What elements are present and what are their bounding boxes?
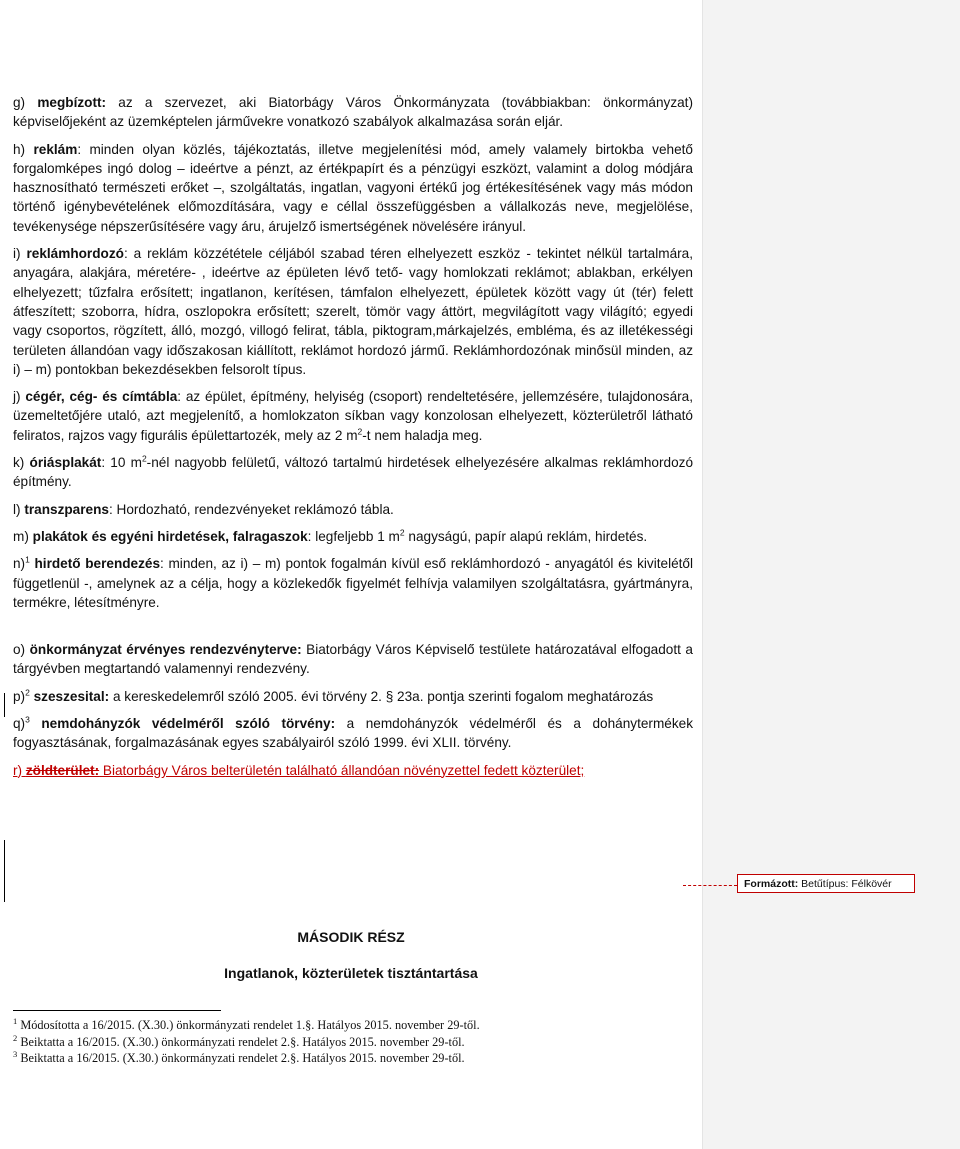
section-title: Ingatlanok, közterületek tisztántartása <box>224 965 478 981</box>
term: nemdohányzók védelméről szóló törvény: <box>41 716 336 732</box>
paragraph-o: o) önkormányzat érvényes rendezvényterve: Biatorbágy Város Képviselő testülete határozatával elfogadott a tárgyévben megtartandó valamennyi rendezvény. <box>13 642 693 677</box>
term: önkormányzat érvényes rendezvényterve: <box>29 642 302 658</box>
paragraph-n: n)$^1$ hirdető berendezés: minden, az i) – m) pontok fogalmán kívül eső reklámhordozó - anyagától és kivitelétől függetlenül -, amelynek az a célja, hogy a közlekedők figyelmét felhívja valamilyen szolgáltatásra, gyártmányra, termékre, létesítményre. <box>13 554 694 610</box>
paragraph-h: h) reklám: minden olyan közlés, tájékoztatás, illetve megjelenítési mód, amely valamely birtokba vehető forgalomképes ingó dolog – ideértve a pénzt, az értékpapírt és a pénzügyi eszközt, valamint a dolog módjára hasznosítható természeti erőket –, szolgáltatás, ingatlan, vagyoni értékű jog értékesítésének vagy más módon történő igénybevételének előmozdítására, vagy e céllal összefüggésben a vállalkozás neve, megjelölése, tevékenysége népszerűsítésére vagy áru, árujelző ismertségének növelésére irányul. <box>13 141 693 234</box>
footnote-ref[interactable]: 1 <box>25 554 30 565</box>
term: óriásplakát <box>29 455 102 471</box>
term: megbízott: <box>37 95 107 110</box>
paragraph-q: q)$^3$ nemdohányzók védelméről szóló törvény: a nemdohányzók védelméről és a dohánytermékek fogyasztásának, forgalmazásának egyes szabályairól szóló 1999. évi XLII. törvény. <box>13 714 693 751</box>
markup-pane <box>702 0 960 1149</box>
paragraph-k: k) óriásplakát: 10 $m^2$-nél nagyobb felületű, változó tartalmú hirdetések elhelyezésére alkalmas reklámhordozó építmény. <box>13 453 693 490</box>
section-part: MÁSODIK RÉSZ <box>297 929 405 945</box>
paragraph-p: p)$^2$ szeszesital: a kereskedelemről szóló 2005. évi törvény 2. § 23a. pontja szerinti fogalom meghatározás <box>13 687 654 704</box>
paragraph-r-revision: r) zöldterület: Biatorbágy Város belterületén található állandóan növényzettel fedett közterület; <box>13 762 585 778</box>
term: szeszesital: <box>33 688 110 704</box>
term: hirdető berendezés <box>34 556 161 572</box>
paragraph-i: i) reklámhordozó: a reklám közzététele céljából szabad téren elhelyezett eszköz - tekintet nélkül tartalmára, anyagára, alakjára, méretére- , ideértve az épületen lévő tető- vagy homlokzati reklámot; ablakban, erkélyen elhelyezett; tűzfalra erősített; ingatlanon, kerítésen, támfalon elhelyezett, épületek között vagy út (tér) felett átfeszített; szoborra, hídra, oszlopokra erősített; szerelt, tömör vagy áttört, megvilágított vagy világító; egyedi vagy csoportos, rögzített, álló, mozgó, villogó felirat, tábla, piktogram,márkajelzés, embléma, és az illetékességi területen állandóan vagy időszakosan kiállított, reklámot hordozó jármű. Reklámhordozónak minősül minden, az i) – m) pontokban bekezdésekben felsorolt típus. <box>13 246 694 377</box>
footnote-ref[interactable]: 2 <box>25 687 30 698</box>
term: reklám <box>33 141 78 157</box>
term: cégér, cég- és címtábla <box>25 389 178 405</box>
footnote-3: $^3$ Beiktatta a 16/2015. (X.30.) önkormányzati rendelet 2.§. Hatályos 2015. november 29-től. <box>13 1048 465 1065</box>
footnote-separator <box>13 1010 221 1011</box>
term: transzparens <box>24 501 109 517</box>
footnote-1: $^1$ Módosította a 16/2015. (X.30.) önkormányzati rendelet 1.§. Hatályos 2015. november 29-től. <box>13 1015 480 1032</box>
comment-connector <box>683 885 737 886</box>
paragraph-m: m) plakátok és egyéni hirdetések, falragaszok: legfeljebb 1 $m^2$ nagyságú, papír alapú reklám, hirdetés. <box>13 527 648 544</box>
term: reklámhordozó <box>26 246 124 262</box>
footnote-ref[interactable]: 3 <box>25 714 30 725</box>
term: zöldterület: <box>25 762 100 778</box>
footnotes <box>13 1017 693 1067</box>
term: plakátok és egyéni hirdetések, falragaszok <box>32 528 308 544</box>
definitions-list <box>13 93 693 780</box>
paragraph-j: j) cégér, cég- és címtábla: az épület, építmény, helyiség (csoport) rendeltetésére, jellemzésére, tulajdonosára, üzemeltetőjére utaló, azt megjelenítő, a homlokzaton síkban vagy konzolosan elhelyezett, közterületről látható feliratos, rajzos vagy figurális épülettartozék, mely az 2 $m^2-t$ nem haladja meg. <box>13 389 694 443</box>
paragraph-g: g) megbízott: az a szervezet, aki Biatorbágy Város Önkormányzata (továbbiakban: önkormányzat) képviselőjeként az üzemképtelen járművekre vonatkozó szabályok alkalmazása során eljár. <box>13 95 693 130</box>
paragraph-l: l) transzparens: Hordozható, rendezvényeket reklámozó tábla. <box>13 501 394 517</box>
footnote-2: $^2$ Beiktatta a 16/2015. (X.30.) önkormányzati rendelet 2.§. Hatályos 2015. november 29-től. <box>13 1032 465 1049</box>
change-bar <box>4 840 5 902</box>
format-change-balloon[interactable]: Formázott: Betűtípus: Félkövér <box>737 874 915 893</box>
change-bar <box>4 693 5 717</box>
